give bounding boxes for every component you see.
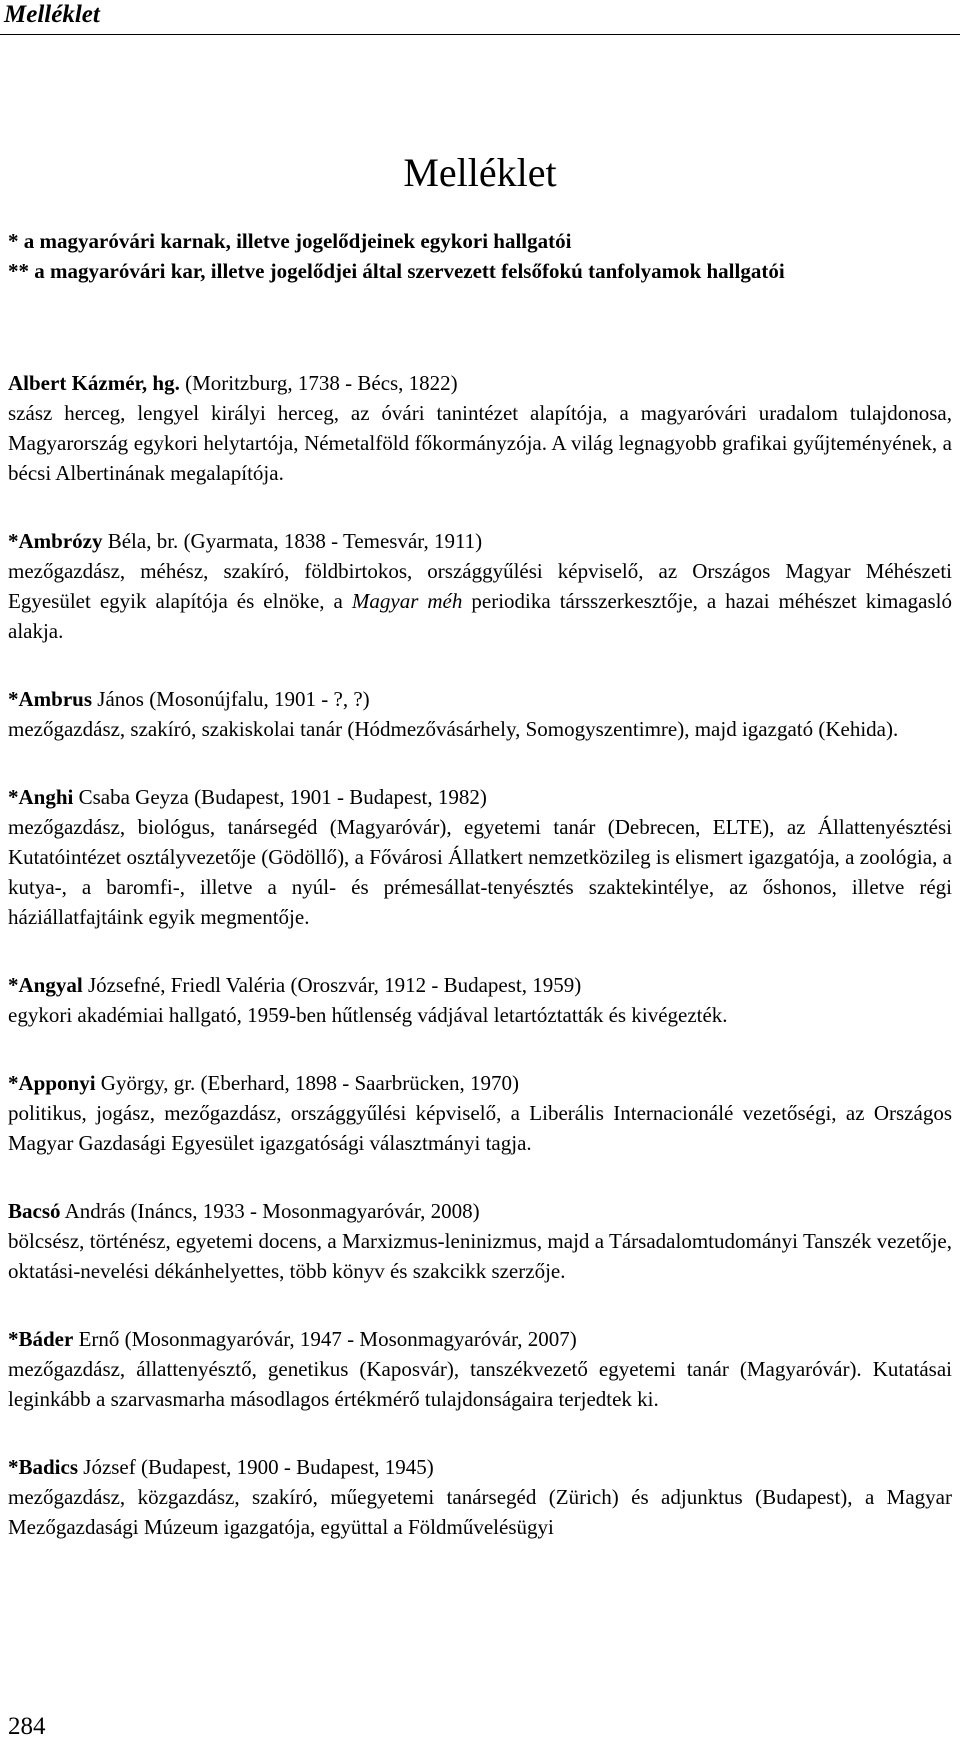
entry-life-dates: (Eberhard, 1898 - Saarbrücken, 1970) [195,1071,519,1095]
entry-life-dates: (Mosonmagyaróvár, 1947 - Mosonmagyaróvár, 2007) [119,1327,577,1351]
entry-heading [8,1452,952,1482]
entry-given-name: Béla, br. [102,529,179,553]
entry-description: mezőgazdász, méhész, szakíró, földbirtokos, országgyűlési képviselő, az Országos Magyar Méhészeti Egyesület egyik alapítója és elnöke, a Magyar méh periodika társszerkesztője, a hazai méhészet kimagasló alakja. [8,559,953,643]
legend-note-single-star: * a magyaróvári karnak, illetve jogelődjeinek egykori hallgatói [8,229,572,253]
entry-name: *Badics [8,1455,79,1479]
legend-note-double-star: ** a magyaróvári kar, illetve jogelődjei által szervezett felsőfokú tanfolyamok hallgatói [8,259,785,283]
entry-heading [8,526,952,556]
entry-name: *Ambrózy [8,529,103,553]
entry-life-dates: (Budapest, 1900 - Budapest, 1945) [135,1455,434,1479]
entry-name: *Ambrus [8,687,93,711]
biography-entry [8,1452,952,1542]
periodical-title: Magyar méh [351,589,463,613]
entry-life-dates: (Budapest, 1901 - Budapest, 1982) [188,785,487,809]
entry-given-name: János [92,687,144,711]
entry-heading [8,782,952,812]
legend-notes [8,226,952,286]
biography-entry [8,1068,952,1158]
running-header: Melléklet [4,1,100,28]
biography-entry [8,782,952,932]
entry-heading [8,1196,952,1226]
biography-entry [8,684,952,744]
biography-entry [8,526,952,646]
page-number: 284 [8,1713,46,1740]
entry-given-name: Józsefné, Friedl Valéria [82,973,286,997]
entry-given-name: Ernő [73,1327,120,1351]
entry-given-name: György, gr. [95,1071,196,1095]
entry-description: politikus, jogász, mezőgazdász, országgyűlési képviselő, a Liberális Internacionálé vezetőségi, az Országos Magyar Gazdasági Egyesület igazgatósági választmányi tagja. [8,1101,952,1155]
page-title: Melléklet [403,149,557,195]
entry-description: egykori akadémiai hallgató, 1959-ben hűtlenség vádjával letartóztatták és kivégezték. [8,1003,728,1027]
entry-name: *Apponyi [8,1071,96,1095]
entry-life-dates: (Mosonújfalu, 1901 - ?, ?) [143,687,370,711]
entry-life-dates: (Ináncs, 1933 - Mosonmagyaróvár, 2008) [125,1199,480,1223]
entry-description: bölcsész, történész, egyetemi docens, a Marxizmus-leninizmus, majd a Társadalomtudományi Tanszék vezetője, oktatási-nevelési dékánhelyettes, több könyv és szakcikk szerzője. [8,1229,952,1283]
biography-list [8,368,952,1580]
entry-life-dates: (Oroszvár, 1912 - Budapest, 1959) [285,973,582,997]
entry-description: mezőgazdász, állattenyésztő, genetikus (Kaposvár), tanszékvezető egyetemi tanár (Magyaróvár). Kutatásai leginkább a szarvasmarha másodlagos értékmérő tulajdonságaira terjedtek ki. [8,1357,952,1411]
entry-heading [8,1068,952,1098]
entry-life-dates: (Gyarmata, 1838 - Temesvár, 1911) [178,529,483,553]
entry-life-dates: (Moritzburg, 1738 - Bécs, 1822) [179,371,458,395]
biography-entry [8,1196,952,1286]
entry-description: mezőgazdász, közgazdász, szakíró, műegyetemi tanársegéd (Zürich) és adjunktus (Budapest), a Magyar Mezőgazdasági Múzeum igazgatója, együttal a Földművelésügyi [8,1485,952,1539]
entry-name: *Anghi [8,785,74,809]
entry-description: szász herceg, lengyel királyi herceg, az óvári tanintézet alapítója, a magyaróvári uradalom tulajdonosa, Magyarország egykori helytartója, Németalföld főkormányzója. A világ legnagyobb grafikai gyűjteményének, a bécsi Albertinának megalapítója. [8,401,952,485]
entry-name: Bacsó [8,1199,61,1223]
entry-given-name: András [60,1199,126,1223]
entry-heading [8,1324,952,1354]
entry-name: Albert Kázmér, hg. [8,371,180,395]
entry-description: mezőgazdász, szakíró, szakiskolai tanár (Hódmezővásárhely, Somogyszentimre), majd igazgató (Kehida). [8,717,899,741]
entry-name: *Angyal [8,973,83,997]
entry-heading [8,970,952,1000]
entry-description: mezőgazdász, biológus, tanársegéd (Magyaróvár), egyetemi tanár (Debrecen, ELTE), az Állattenyésztési Kutatóintézet osztályvezetője (Gödöllő), a Fővárosi Állatkert nemzetközileg is elismert igazgatója, a zoológia, a kutya-, a baromfi-, illetve a nyúl- és prémesállat-tenyésztés szaktekintélye, az őshonos, illetve régi háziállatfajtáink egyik megmentője. [8,815,952,929]
entry-name: *Báder [8,1327,74,1351]
entry-heading [8,684,952,714]
biography-entry [8,368,952,488]
entry-heading [8,368,952,398]
entry-given-name: Csaba Geyza [73,785,189,809]
biography-entry [8,1324,952,1414]
biography-entry [8,970,952,1030]
entry-given-name: József [78,1455,136,1479]
header-rule [0,34,960,35]
